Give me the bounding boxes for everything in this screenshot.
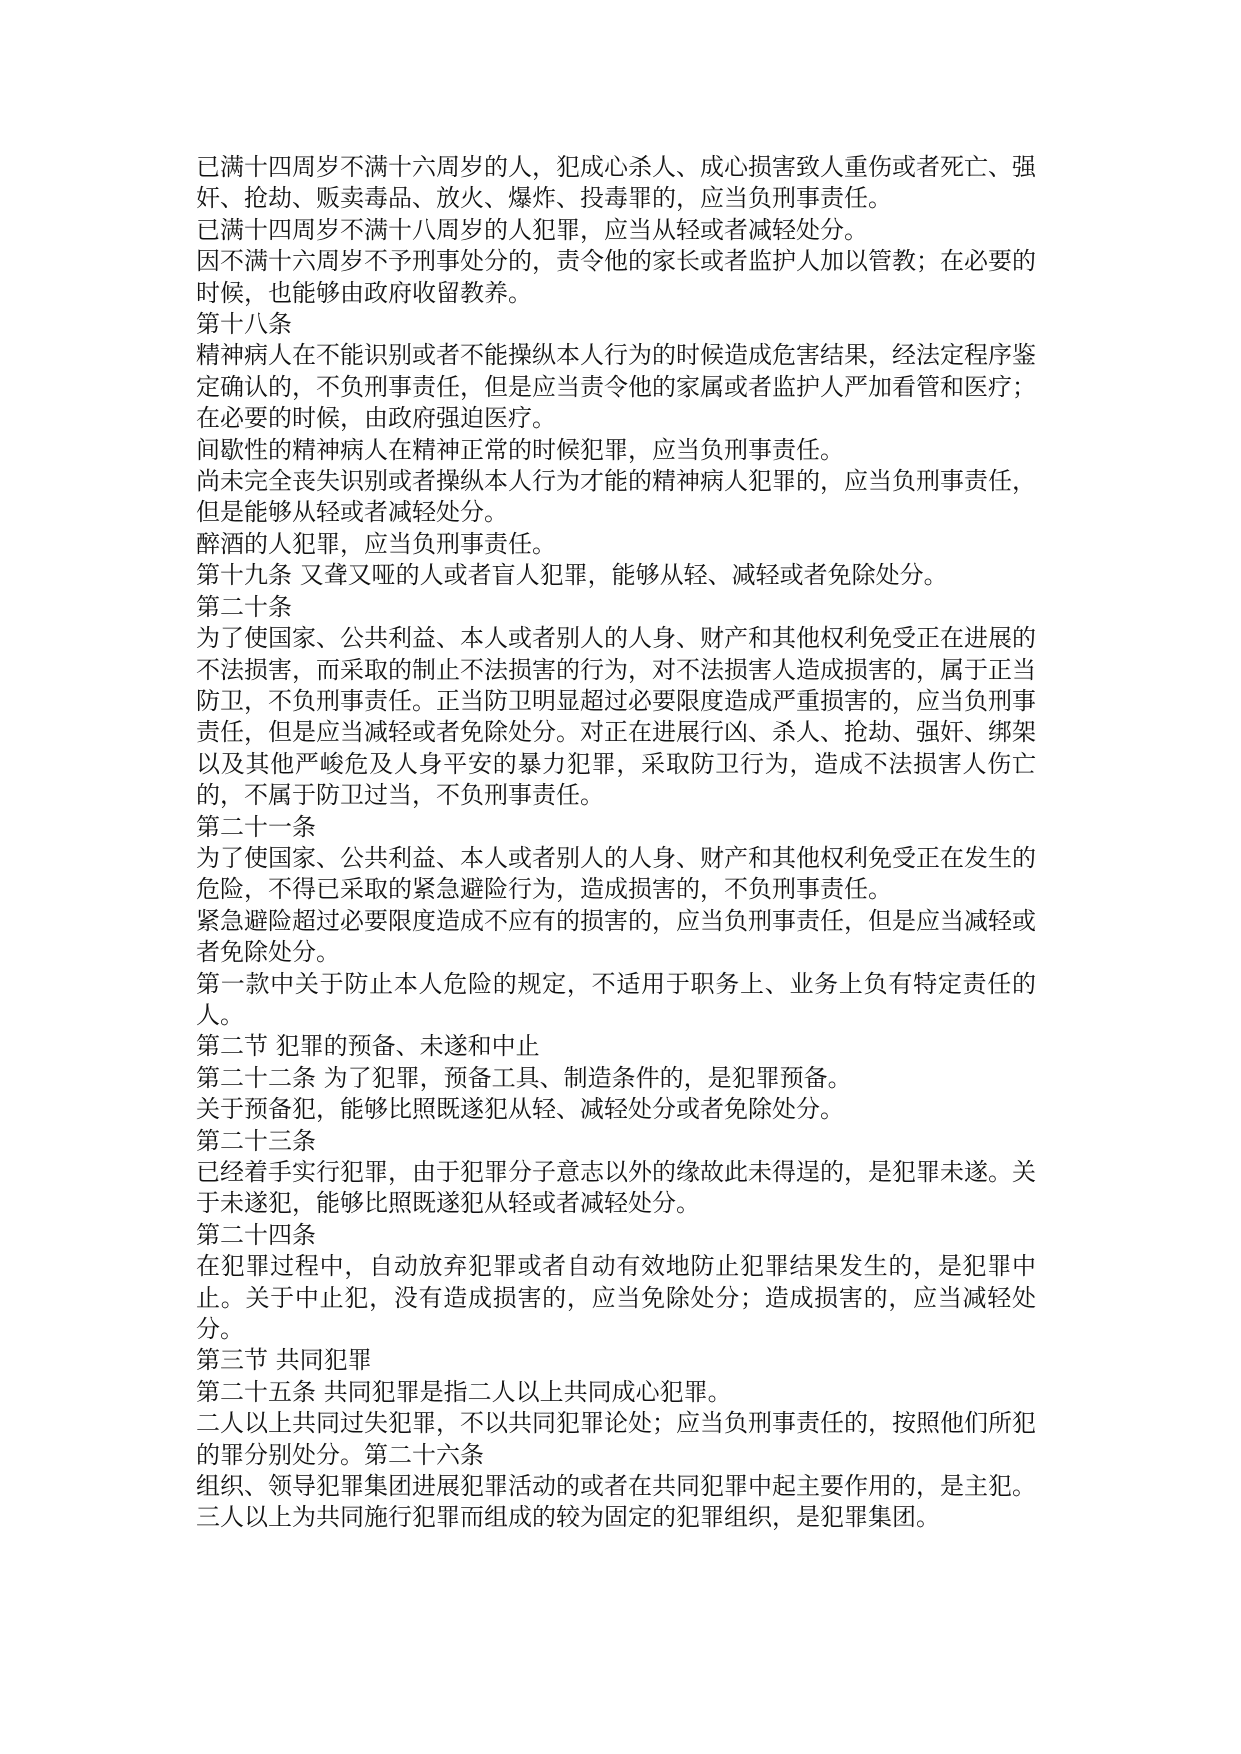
paragraph: 二人以上共同过失犯罪，不以共同犯罪论处；应当负刑事责任的，按照他们所犯的罪分别处分。第二十六条 xyxy=(196,1409,1036,1469)
paragraph: 尚未完全丧失识别或者操纵本人行为才能的精神病人犯罪的，应当负刑事责任，但是能够从轻或者减轻处分。 xyxy=(196,467,1036,527)
paragraph: 精神病人在不能识别或者不能操纵本人行为的时候造成危害结果，经法定程序鉴定确认的，不负刑事责任，但是应当责令他的家属或者监护人严加看管和医疗；在必要的时候，由政府强迫医疗。 xyxy=(196,341,1036,433)
paragraph: 已经着手实行犯罪，由于犯罪分子意志以外的缘故此未得逞的，是犯罪未遂。关于未遂犯，能够比照既遂犯从轻或者减轻处分。 xyxy=(196,1158,1036,1218)
document-body xyxy=(196,152,1036,1534)
paragraph: 第一款中关于防止本人危险的规定，不适用于职务上、业务上负有特定责任的人。 xyxy=(196,969,1036,1029)
paragraph: 关于预备犯，能够比照既遂犯从轻、减轻处分或者免除处分。 xyxy=(196,1095,844,1124)
paragraph: 第十九条 又聋又哑的人或者盲人犯罪，能够从轻、减轻或者免除处分。 xyxy=(196,561,948,590)
paragraph: 为了使国家、公共利益、本人或者别人的人身、财产和其他权利免受正在进展的不法损害，而采取的制止不法损害的行为，对不法损害人造成损害的，属于正当防卫，不负刑事责任。正当防卫明显超过必要限度造成严重损害的，应当负刑事责任，但是应当减轻或者免除处分。对正在进展行凶、杀人、抢劫、强奸、绑架以及其他严峻危及人身平安的暴力犯罪，采取防卫行为，造成不法损害人伤亡的，不属于防卫过当，不负刑事责任。 xyxy=(196,624,1036,810)
section-heading: 第二节 犯罪的预备、未遂和中止 xyxy=(196,1032,540,1061)
paragraph: 在犯罪过程中，自动放弃犯罪或者自动有效地防止犯罪结果发生的，是犯罪中止。关于中止犯，没有造成损害的，应当免除处分；造成损害的，应当减轻处分。 xyxy=(196,1252,1036,1344)
paragraph: 已满十四周岁不满十六周岁的人，犯成心杀人、成心损害致人重伤或者死亡、强奸、抢劫、贩卖毒品、放火、爆炸、投毒罪的，应当负刑事责任。 xyxy=(196,153,1036,213)
paragraph: 间歇性的精神病人在精神正常的时候犯罪，应当负刑事责任。 xyxy=(196,435,844,464)
paragraph: 组织、领导犯罪集团进展犯罪活动的或者在共同犯罪中起主要作用的，是主犯。三人以上为共同施行犯罪而组成的较为固定的犯罪组织，是犯罪集团。 xyxy=(196,1472,1036,1532)
article-heading: 第十八条 xyxy=(196,310,292,339)
paragraph: 第二十五条 共同犯罪是指二人以上共同成心犯罪。 xyxy=(196,1377,732,1406)
paragraph: 已满十四周岁不满十八周岁的人犯罪，应当从轻或者减轻处分。 xyxy=(196,215,868,244)
paragraph: 醉酒的人犯罪，应当负刑事责任。 xyxy=(196,529,556,558)
paragraph: 为了使国家、公共利益、本人或者别人的人身、财产和其他权利免受正在发生的危险，不得已采取的紧急避险行为，造成损害的，不负刑事责任。 xyxy=(196,843,1036,904)
paragraph: 因不满十六周岁不予刑事处分的，责令他的家长或者监护人加以管教；在必要的时候，也能够由政府收留教养。 xyxy=(196,247,1036,307)
paragraph: 第二十二条 为了犯罪，预备工具、制造条件的，是犯罪预备。 xyxy=(196,1063,852,1092)
paragraph: 紧急避险超过必要限度造成不应有的损害的，应当负刑事责任，但是应当减轻或者免除处分。 xyxy=(196,906,1036,967)
section-heading: 第三节 共同犯罪 xyxy=(196,1346,372,1375)
article-heading: 第二十三条 xyxy=(196,1126,316,1155)
article-heading: 第二十条 xyxy=(196,592,292,621)
article-heading: 第二十一条 xyxy=(196,812,316,841)
article-heading: 第二十四条 xyxy=(196,1220,316,1249)
